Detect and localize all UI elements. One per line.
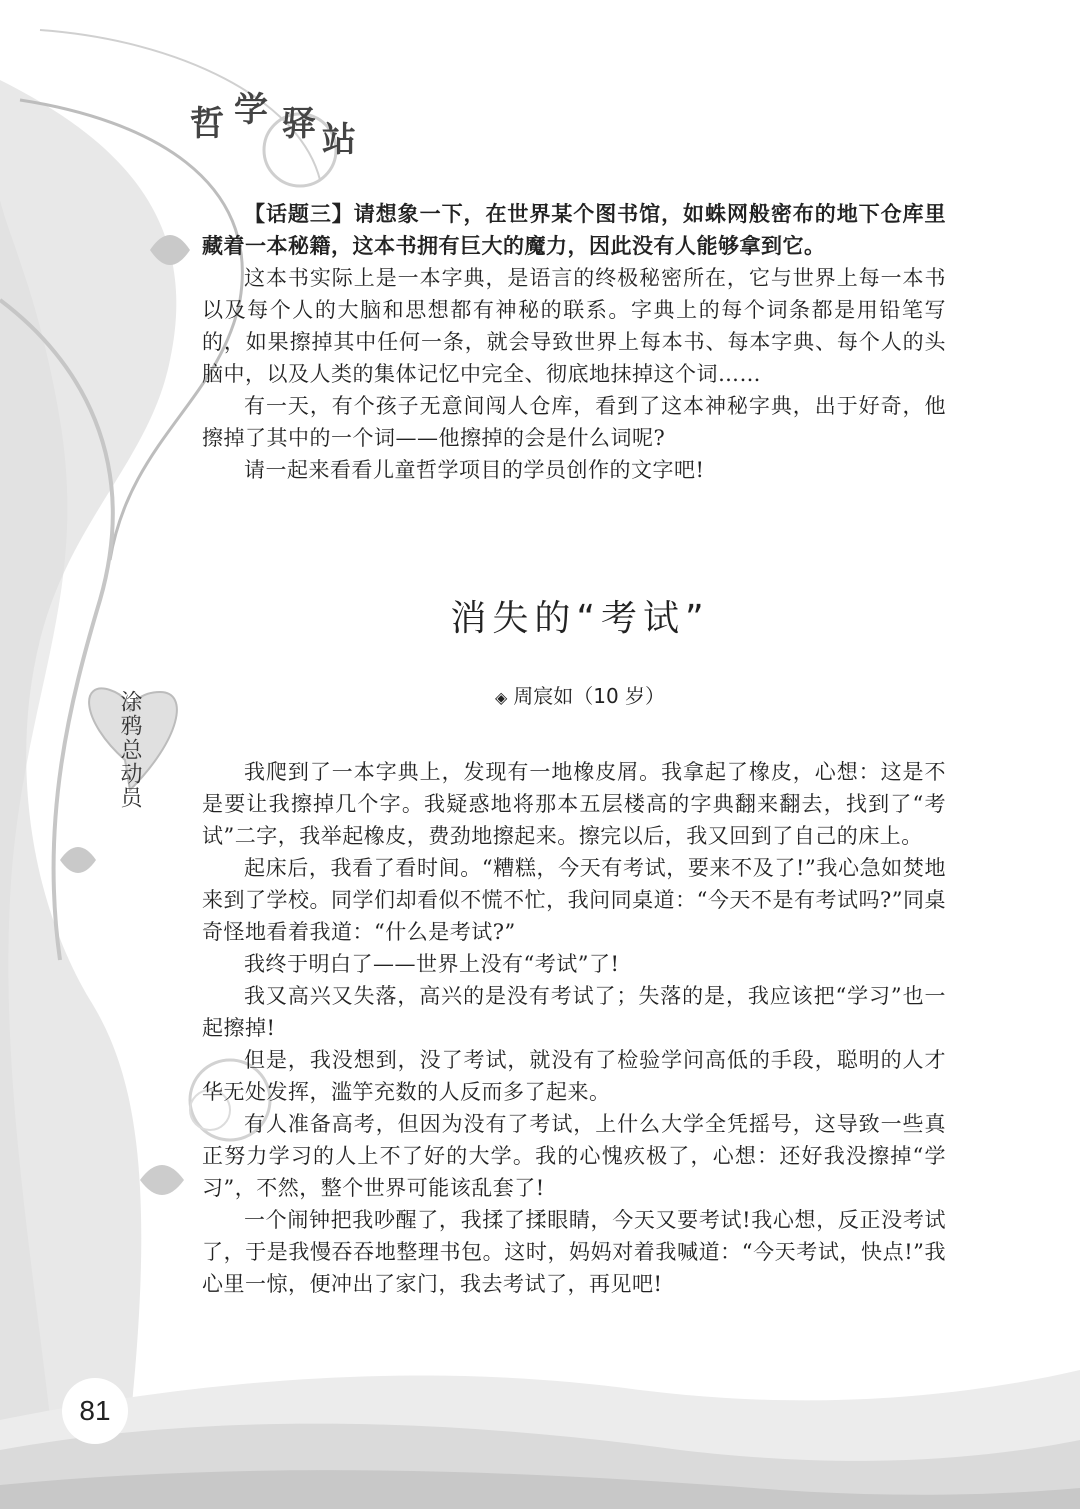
leaf-2 [60, 847, 96, 873]
section-title [190, 82, 380, 160]
sidebar-column-label: 涂鸦总动员 [117, 690, 142, 810]
topic-tag: 【话题三】 [244, 202, 354, 226]
topic-lead-text: 请想象一下，在世界某个图书馆，如蛛网般密布的地下仓库里藏着一本秘籍，这本书拥有巨大的魔力，因此没有人能够拿到它。 [202, 202, 947, 258]
story-paragraph: 一个闹钟把我吵醒了，我揉了揉眼睛，今天又要考试!我心想，反正没考试了，于是我慢吞吞地整理书包。这时，妈妈对着我喊道：“今天考试，快点!”我心里一惊，便冲出了家门，我去考试了，再见吧! [202, 1208, 946, 1296]
swirl-ribbon-inner [0, 80, 176, 1509]
diamond-bullet-icon: ◈ [494, 688, 508, 707]
story-paragraph: 起床后，我看了看时间。“糟糕，今天有考试，要来不及了!”我心急如焚地来到了学校。同学们却看似不慌不忙，我问同桌道：“今天不是有考试吗?”同桌奇怪地看着我道：“什么是考试?” [202, 856, 946, 944]
section-title-char: 学 [234, 90, 268, 130]
story-body [202, 756, 946, 1300]
section-title-char: 哲 [190, 104, 224, 144]
topic-paragraph: 请一起来看看儿童哲学项目的学员创作的文字吧! [244, 458, 705, 482]
topic-paragraph: 有一天，有个孩子无意间闯人仓库，看到了这本神秘字典，出于好奇，他擦掉了其中的一个词——他擦掉的会是什么词呢? [202, 394, 946, 450]
section-title-char: 驿 [282, 104, 316, 144]
section-title-char: 站 [322, 120, 356, 160]
story-paragraph: 我又高兴又失落，高兴的是没有考试了；失落的是，我应该把“学习”也一起擦掉! [202, 984, 946, 1040]
story-paragraph: 但是，我没想到，没了考试，就没有了检验学问高低的手段，聪明的人才华无处发挥，滥竽充数的人反而多了起来。 [202, 1048, 946, 1104]
author-name: 周宸如（10 岁） [513, 684, 666, 708]
topic-section [202, 198, 946, 486]
story-paragraph: 有人准备高考，但因为没有了考试，上什么大学全凭摇号，这导致一些真正努力学习的人上不了好的大学。我的心愧疚极了，心想：还好我没擦掉“学习”，不然，整个世界可能该乱套了! [202, 1112, 946, 1200]
topic-paragraph: 这本书实际上是一本字典，是语言的终极秘密所在，它与世界上每一本书以及每个人的大脑和思想都有神秘的联系。字典上的每个词条都是用铅笔写的，如果擦掉其中任何一条，就会导致世界上每本书、每本字典、每个人的头脑中，以及人类的集体记忆中完全、彻底地抹掉这个词…… [202, 266, 946, 386]
topic-lead-paragraph [202, 198, 946, 262]
page-number: 81 [62, 1378, 128, 1444]
story-title: 消失的“考试” [450, 598, 710, 639]
story-paragraph: 我爬到了一本字典上，发现有一地橡皮屑。我拿起了橡皮，心想：这是不是要让我擦掉几个字。我疑惑地将那本五层楼高的字典翻来翻去，找到了“考试”二字，我举起橡皮，费劲地擦起来。擦完以后，我又回到了自己的床上。 [202, 760, 946, 848]
story-paragraph: 我终于明白了——世界上没有“考试”了! [244, 952, 620, 976]
author-line [420, 680, 740, 709]
leaf-3 [140, 1165, 184, 1195]
